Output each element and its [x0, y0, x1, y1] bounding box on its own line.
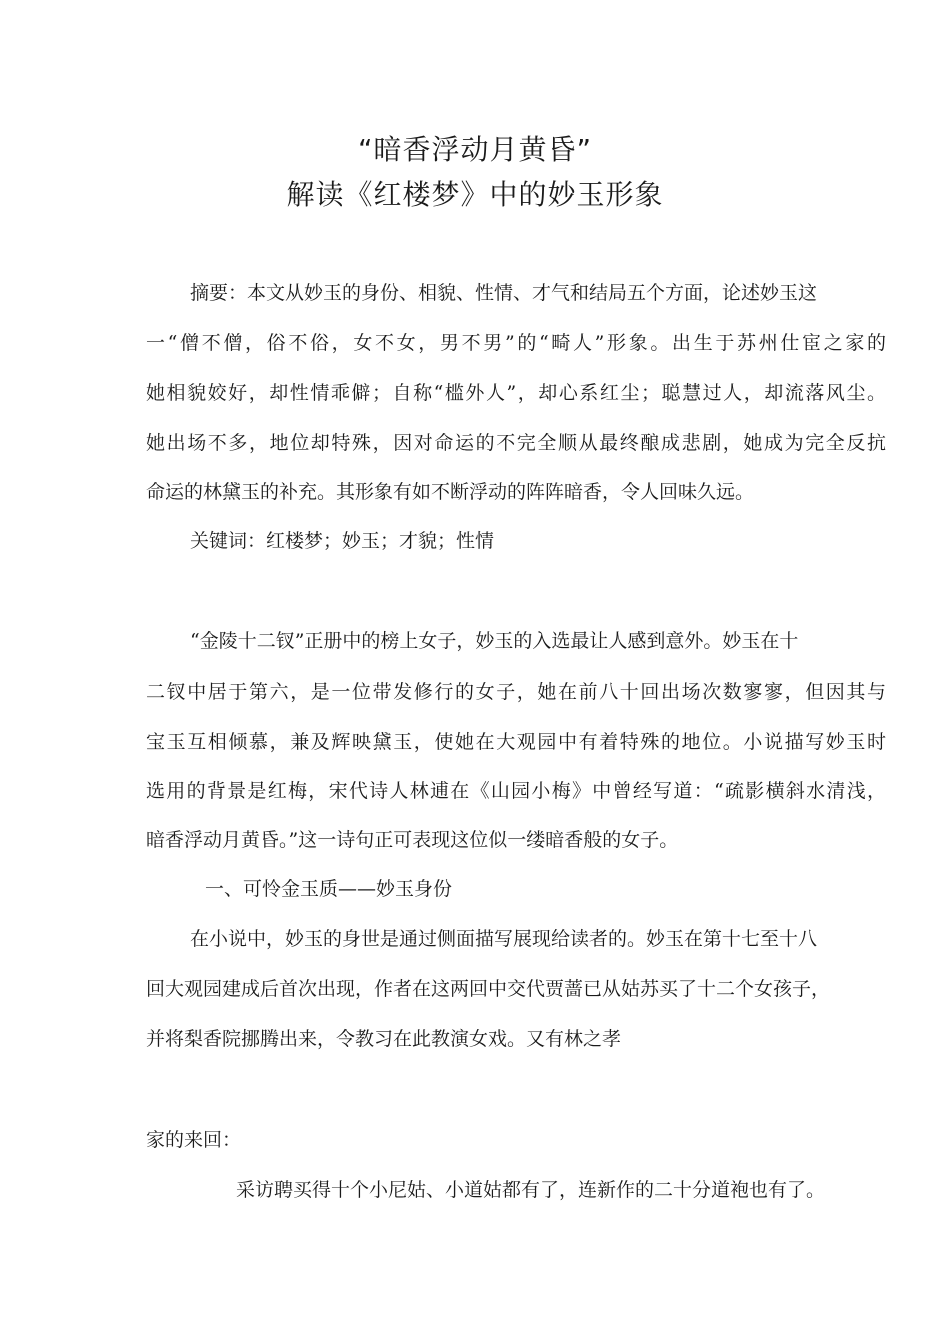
- abstract-line-2: 一“僧不僧，俗不俗，女不女，男不男”的“畸人”形象。出生于苏州仕宦之家的: [146, 332, 886, 354]
- intro-line-1: “金陵十二钗”正册中的榜上女子，妙玉的入选最让人感到意外。妙玉在十: [190, 630, 799, 652]
- page-title-line-2: 解读《红楼梦》中的妙玉形象: [286, 178, 664, 211]
- abstract-line-3: 她相貌姣好，却性情乖僻；自称“槛外人”，却心系红尘；聪慧过人，却流落风尘。: [146, 382, 886, 404]
- keywords-line: 关键词：红楼梦；妙玉；才貌；性情: [190, 530, 495, 552]
- intro-line-4: 选用的背景是红梅，宋代诗人林逋在《山园小梅》中曾经写道：“疏影横斜水清浅，: [146, 780, 886, 802]
- abstract-line-1: 摘要：本文从妙玉的身份、相貌、性情、才气和结局五个方面，论述妙玉这: [190, 282, 818, 304]
- block-quote: 采访聘买得十个小尼姑、小道姑都有了，连新作的二十分道袍也有了。: [236, 1179, 826, 1201]
- intro-line-3: 宝玉互相倾慕，兼及辉映黛玉，使她在大观园中有着特殊的地位。小说描写妙玉时: [146, 731, 886, 753]
- section-heading: 一、可怜金玉质——妙玉身份: [205, 878, 453, 900]
- intro-line-2: 二钗中居于第六，是一位带发修行的女子，她在前八十回出场次数寥寥，但因其与: [146, 681, 886, 703]
- section-line-1: 在小说中，妙玉的身世是通过侧面描写展现给读者的。妙玉在第十七至十八: [190, 928, 818, 950]
- continuation-line: 家的来回：: [146, 1129, 242, 1151]
- page-title-line-1: “暗香浮动月黄昏”: [357, 133, 592, 166]
- abstract-line-5: 命运的林黛玉的补充。其形象有如不断浮动的阵阵暗香，令人回味久远。: [146, 481, 755, 503]
- intro-line-5: 暗香浮动月黄昏。”这一诗句正可表现这位似一缕暗香般的女子。: [146, 829, 679, 851]
- abstract-line-4: 她出场不多，地位却特殊，因对命运的不完全顺从最终酿成悲剧，她成为完全反抗: [146, 432, 886, 454]
- section-line-3: 并将梨香院挪腾出来，令教习在此教演女戏。又有林之孝: [146, 1028, 622, 1050]
- section-line-2: 回大观园建成后首次出现，作者在这两回中交代贾蔷已从姑苏买了十二个女孩子，: [146, 978, 831, 1000]
